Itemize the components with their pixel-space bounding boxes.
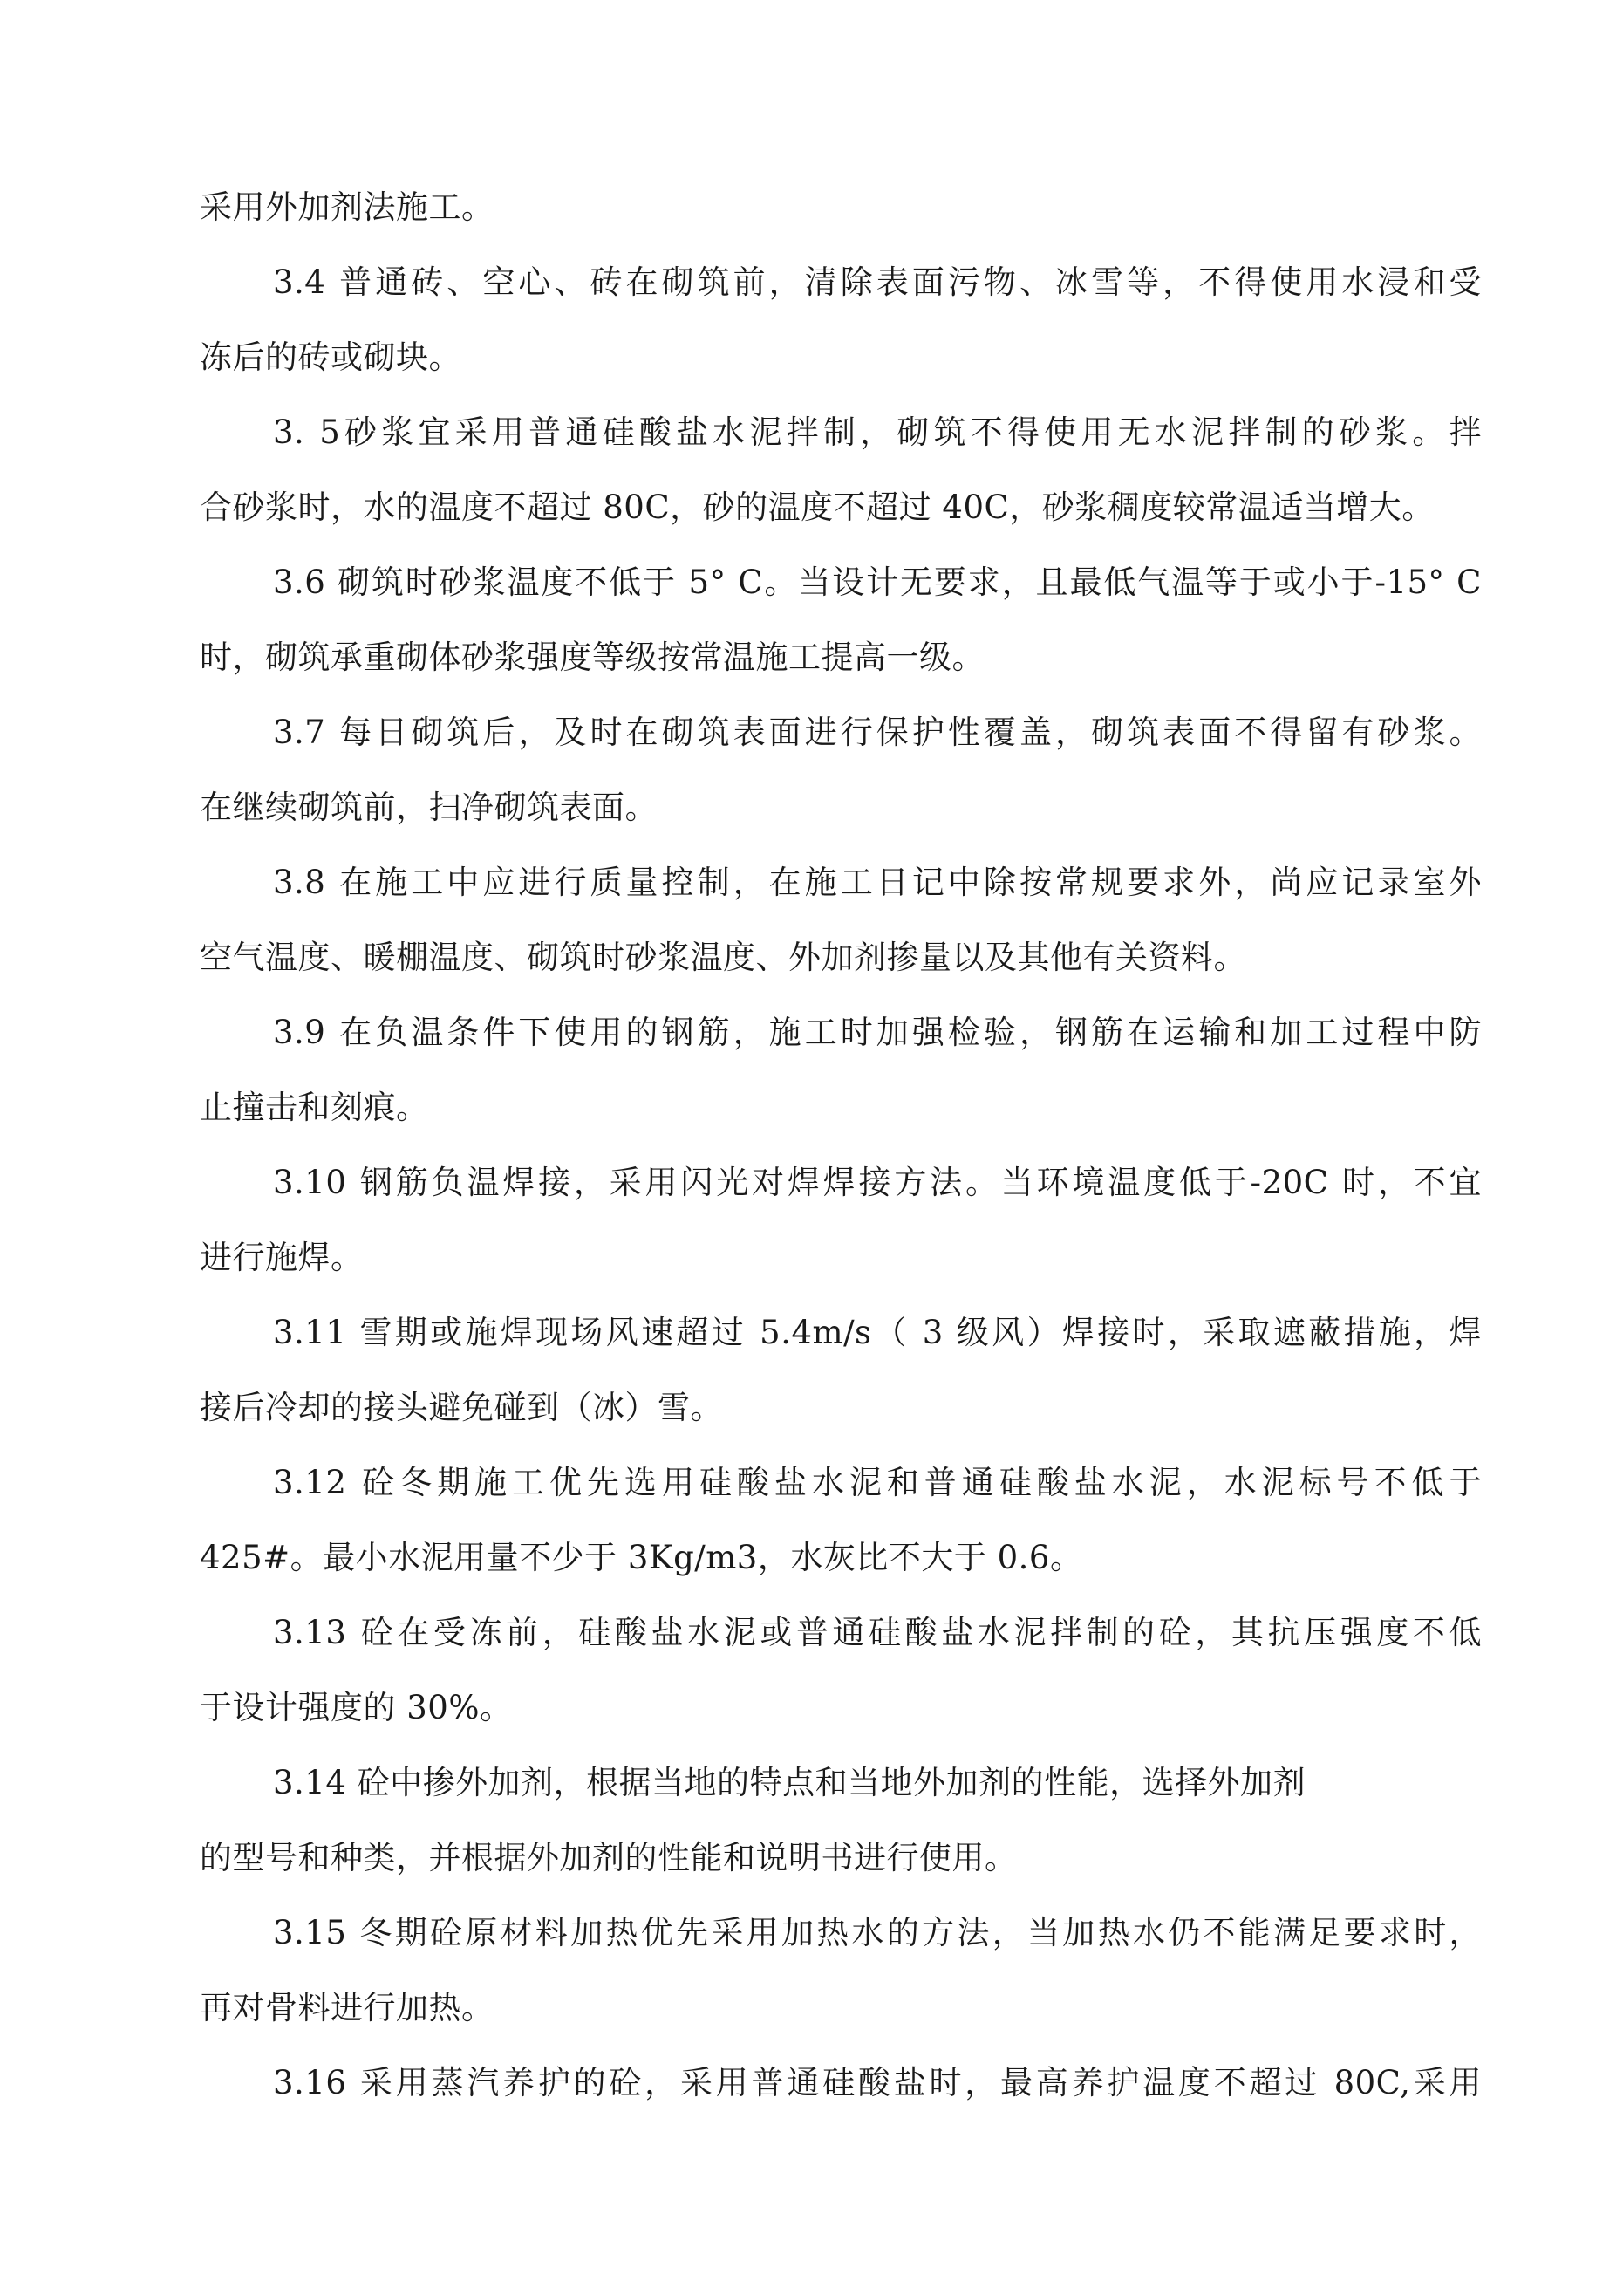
paragraph-5-line-0: 3.8 在施工中应进行质量控制，在施工日记中除按常规要求外，尚应记录室外 <box>273 864 1482 901</box>
document-body <box>200 170 1482 2121</box>
paragraph-0-line-0: 采用外加剂法施工。 <box>200 188 494 226</box>
paragraph-3-line-0: 3.6 砌筑时砂浆温度不低于 5° C。当设计无要求，且最低气温等于或小于-15° C <box>273 564 1482 601</box>
paragraph-4-line-1: 在继续砌筑前，扫净砌筑表面。 <box>200 789 658 826</box>
paragraph-7-line-0: 3.10 钢筋负温焊接，采用闪光对焊焊接方法。当环境温度低于-20C 时，不宜 <box>273 1164 1482 1201</box>
paragraph-10-line-0: 3.13 砼在受冻前，硅酸盐水泥或普通硅酸盐水泥拌制的砼，其抗压强度不低 <box>273 1614 1482 1651</box>
paragraph-2-line-0: 3. 5砂浆宜采用普通硅酸盐水泥拌制，砌筑不得使用无水泥拌制的砂浆。拌 <box>273 413 1482 451</box>
paragraph-4-line-0: 3.7 每日砌筑后，及时在砌筑表面进行保护性覆盖，砌筑表面不得留有砂浆。 <box>273 714 1482 751</box>
paragraph-8-line-1: 接后冷却的接头避免碰到（冰）雪。 <box>200 1389 723 1426</box>
paragraph-11-line-1: 的型号和种类，并根据外加剂的性能和说明书进行使用。 <box>200 1839 1018 1876</box>
paragraph-6-line-1: 止撞击和刻痕。 <box>200 1089 429 1126</box>
paragraph-6-line-0: 3.9 在负温条件下使用的钢筋，施工时加强检验，钢筋在运输和加工过程中防 <box>273 1014 1482 1051</box>
paragraph-8-line-0: 3.11 雪期或施焊现场风速超过 5.4m/s（ 3 级风）焊接时，采取遮蔽措施，焊 <box>273 1314 1482 1351</box>
paragraph-1-line-1: 冻后的砖或砌块。 <box>200 338 461 376</box>
paragraph-9-line-1: 425#。最小水泥用量不少于 3Kg/m3，水灰比不大于 0.6。 <box>200 1539 1083 1576</box>
paragraph-13-line-0: 3.16 采用蒸汽养护的砼，采用普通硅酸盐时，最高养护温度不超过 80C,采用 <box>273 2064 1482 2101</box>
paragraph-11-line-0: 3.14 砼中掺外加剂，根据当地的特点和当地外加剂的性能，选择外加剂 <box>273 1764 1306 1801</box>
paragraph-5-line-1: 空气温度、暖棚温度、砌筑时砂浆温度、外加剂掺量以及其他有关资料。 <box>200 939 1246 976</box>
paragraph-7-line-1: 进行施焊。 <box>200 1239 364 1276</box>
paragraph-1-line-0: 3.4 普通砖、空心、砖在砌筑前，清除表面污物、冰雪等，不得使用水浸和受 <box>273 263 1482 301</box>
paragraph-3-line-1: 时，砌筑承重砌体砂浆强度等级按常温施工提高一级。 <box>200 639 985 676</box>
paragraph-10-line-1: 于设计强度的 30%。 <box>200 1689 513 1726</box>
paragraph-12-line-0: 3.15 冬期砼原材料加热优先采用加热水的方法，当加热水仍不能满足要求时， <box>273 1914 1482 1951</box>
paragraph-12-line-1: 再对骨料进行加热。 <box>200 1989 494 2026</box>
paragraph-9-line-0: 3.12 砼冬期施工优先选用硅酸盐水泥和普通硅酸盐水泥，水泥标号不低于 <box>273 1464 1482 1501</box>
paragraph-2-line-1: 合砂浆时，水的温度不超过 80C，砂的温度不超过 40C，砂浆稠度较常温适当增大。 <box>200 489 1435 526</box>
